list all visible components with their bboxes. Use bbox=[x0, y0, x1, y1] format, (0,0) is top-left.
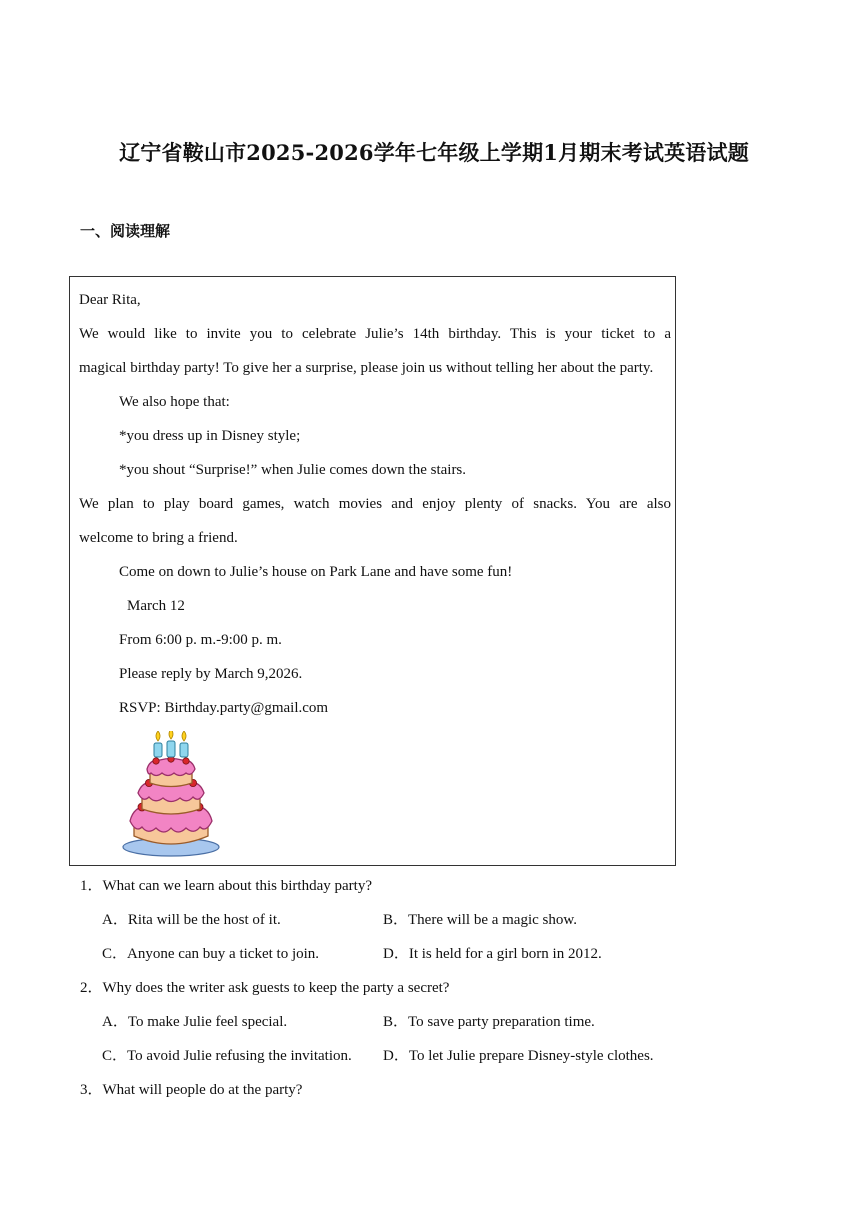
section-heading: 一、阅读理解 bbox=[80, 222, 171, 240]
letter-bullet-2: *you shout “Surprise!” when Julie comes down the stairs. bbox=[119, 462, 467, 478]
question-1-option-b: B．There will be a magic show. bbox=[383, 912, 577, 928]
question-2-option-a: A．To make Julie feel special. bbox=[102, 1014, 288, 1030]
letter-paragraph-4: Come on down to Julie’s house on Park Lane and have some fun! bbox=[119, 564, 513, 580]
rsvp-email: RSVP: Birthday.party@gmail.com bbox=[119, 700, 329, 716]
question-2-option-b: B．To save party preparation time. bbox=[383, 1014, 595, 1030]
party-date: March 12 bbox=[127, 598, 185, 614]
letter-paragraph-1-line-2: magical birthday party! To give her a surprise, please join us without telling her about the party. bbox=[79, 360, 654, 376]
question-1-option-a: A．Rita will be the host of it. bbox=[102, 912, 281, 928]
letter-paragraph-3-line-2: welcome to bring a friend. bbox=[79, 530, 238, 546]
question-1-option-c: C．Anyone can buy a ticket to join. bbox=[102, 946, 320, 962]
question-1-option-d: D．It is held for a girl born in 2012. bbox=[383, 946, 602, 962]
invitation-letter-box bbox=[69, 276, 676, 866]
question-2-stem: 2．Why does the writer ask guests to keep the party a secret? bbox=[80, 980, 450, 996]
letter-paragraph-1-line-1: We would like to invite you to celebrate Julie’s 14th birthday. This is your ticket to a bbox=[79, 326, 671, 342]
letter-paragraph-2: We also hope that: bbox=[119, 394, 230, 410]
question-2-option-c: C．To avoid Julie refusing the invitation. bbox=[102, 1048, 352, 1064]
reply-deadline: Please reply by March 9,2026. bbox=[119, 666, 303, 682]
birthday-cake-icon bbox=[120, 731, 222, 859]
question-1-stem: 1．What can we learn about this birthday party? bbox=[80, 878, 372, 894]
question-2-option-d: D．To let Julie prepare Disney-style clothes. bbox=[383, 1048, 654, 1064]
question-3-stem: 3．What will people do at the party? bbox=[80, 1082, 303, 1098]
letter-paragraph-3-line-1: We plan to play board games, watch movies and enjoy plenty of snacks. You are also bbox=[79, 496, 671, 512]
document-title: 辽宁省鞍山市2025-2026学年七年级上学期1月期末考试英语试题 bbox=[119, 140, 749, 165]
letter-greeting: Dear Rita, bbox=[79, 292, 141, 308]
letter-bullet-1: *you dress up in Disney style; bbox=[119, 428, 301, 444]
party-time: From 6:00 p. m.-9:00 p. m. bbox=[119, 632, 282, 648]
